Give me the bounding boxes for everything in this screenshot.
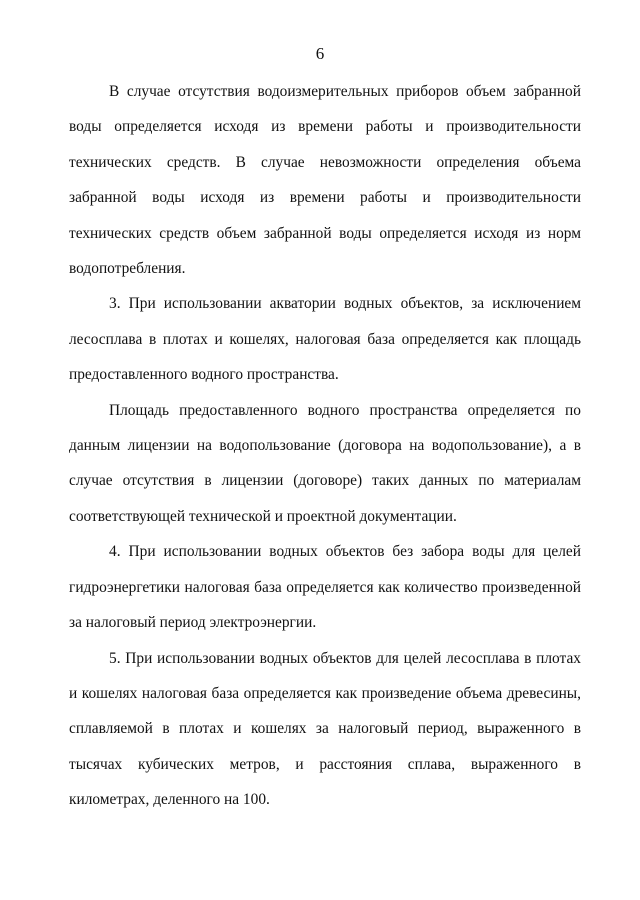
text-line: Площадь предоставленного водного пространства определяется по [109,401,581,419]
text-line: километрах, деленного на 100. [69,791,270,809]
text-line: и кошелях налоговая база определяется как произведение объема древесины, [69,684,581,702]
text-line: 4. При использовании водных объектов без забора воды для целей [109,543,581,561]
page-number: 6 [315,44,325,63]
text-line: случае отсутствия в лицензии (договоре) таких данных по материалам [69,472,581,490]
text-line: воды определяется исходя из времени работы и производительности [69,118,581,136]
text-line: 3. При использовании акватории водных объектов, за исключением [109,295,581,313]
text-line: за налоговый период электроэнергии. [69,614,317,632]
text-line: технических средств объем забранной воды определяется исходя из норм [69,224,581,242]
paragraph-5 [69,641,581,818]
text-line: предоставленного водного пространства. [69,366,339,384]
text-line: В случае отсутствия водоизмерительных приборов объем забранной [109,83,581,100]
paragraph-1 [69,74,581,286]
text-line: гидроэнергетики налоговая база определяется как количество произведенной [69,578,581,596]
text-line: лесосплава в плотах и кошелях, налоговая база определяется как площадь [69,330,581,348]
paragraph-4 [69,534,581,640]
text-line: технических средств. В случае невозможности определения объема [69,153,581,171]
text-line: забранной воды исходя из времени работы и производительности [69,189,581,207]
paragraph-3 [69,393,581,535]
text-line: 5. При использовании водных объектов для целей лесосплава в плотах [109,649,581,667]
text-line: тысячах кубических метров, и расстояния сплава, выраженного в [69,755,581,773]
text-line: данным лицензии на водопользование (договора на водопользование), а в [69,437,581,455]
text-line: соответствующей технической и проектной документации. [69,507,457,525]
document-body [69,74,581,818]
paragraph-2 [69,286,581,392]
text-line: сплавляемой в плотах и кошелях за налоговый период, выраженного в [69,720,581,738]
text-line: водопотребления. [69,260,186,278]
